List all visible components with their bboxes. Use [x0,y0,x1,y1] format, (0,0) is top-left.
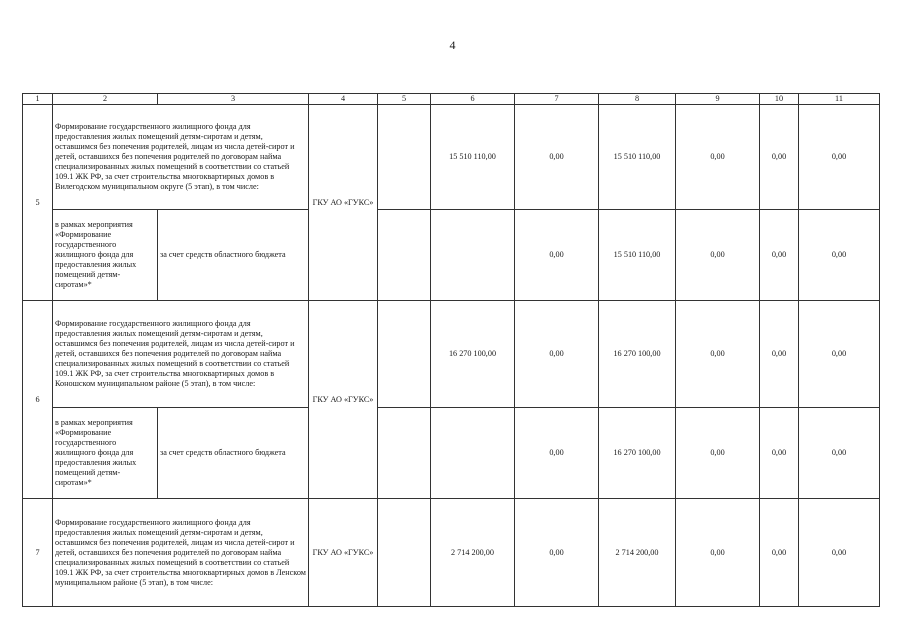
value-cell: 16 270 100,00 [431,301,515,408]
value-cell: 0,00 [515,499,599,607]
budget-table [22,93,880,607]
header-cell: 8 [599,94,676,105]
value-cell: 16 270 100,00 [599,301,676,408]
value-cell: 0,00 [515,210,599,301]
header-cell: 9 [676,94,760,105]
empty-cell [378,210,431,301]
value-cell: 0,00 [676,210,760,301]
table-subrow [23,408,880,499]
header-cell: 11 [799,94,880,105]
header-cell: 7 [515,94,599,105]
responsible-cell: ГКУ АО «ГУКС» [309,105,378,301]
row-description: Формирование государственного жилищного фонда для предоставления жилых помещений детям-сиротам и детям, оставшимся без попечения родителей, лицам из числа детей-сирот и детей, оставшихся без попечения родителей по договорам найма специализированных жилых помещений в соответствии со статьей 109.1 ЖК РФ, за счет строительства многоквартирных домов в Вилегодском муниципальном округе (5 этап), в том числе: [53,105,309,210]
table-row [23,301,880,408]
value-cell: 0,00 [676,499,760,607]
table-row [23,105,880,210]
funding-source-cell: за счет средств областного бюджета [158,210,309,301]
value-cell: 0,00 [515,301,599,408]
row-number: 5 [23,105,53,301]
value-cell: 2 714 200,00 [599,499,676,607]
funding-source-cell: за счет средств областного бюджета [158,408,309,499]
empty-cell [378,408,431,499]
row-description: Формирование государственного жилищного фонда для предоставления жилых помещений детям-сиротам и детям, оставшимся без попечения родителей, лицам из числа детей-сирот и детей, оставшихся без попечения родителей по договорам найма специализированных жилых помещений в соответствии со статьей 109.1 ЖК РФ, за счет строительства многоквартирных домов в Коношском муниципальном районе (5 этап), в том числе: [53,301,309,408]
value-cell: 0,00 [676,105,760,210]
value-cell: 0,00 [799,105,880,210]
header-cell: 2 [53,94,158,105]
row-number: 7 [23,499,53,607]
empty-cell [378,105,431,210]
responsible-cell: ГКУ АО «ГУКС» [309,301,378,499]
table-subrow [23,210,880,301]
value-cell: 0,00 [676,301,760,408]
value-cell: 16 270 100,00 [599,408,676,499]
header-cell: 10 [760,94,799,105]
header-cell: 6 [431,94,515,105]
value-cell: 0,00 [799,408,880,499]
table-row [23,499,880,607]
header-cell: 4 [309,94,378,105]
value-cell: 15 510 110,00 [599,210,676,301]
value-cell: 0,00 [760,210,799,301]
value-cell: 0,00 [760,105,799,210]
value-cell: 0,00 [515,408,599,499]
value-cell: 0,00 [799,301,880,408]
activity-cell: в рамках мероприятия «Формирование государственного жилищного фонда для предоставления жилых помещений детям-сиротам»* [53,408,158,499]
value-cell: 0,00 [760,408,799,499]
empty-cell [378,301,431,408]
header-cell: 5 [378,94,431,105]
row-number: 6 [23,301,53,499]
empty-cell [431,408,515,499]
value-cell: 0,00 [676,408,760,499]
activity-cell: в рамках мероприятия «Формирование государственного жилищного фонда для предоставления жилых помещений детям-сиротам»* [53,210,158,301]
value-cell: 0,00 [799,499,880,607]
empty-cell [378,499,431,607]
header-cell: 1 [23,94,53,105]
page-number: 4 [449,38,456,52]
row-description: Формирование государственного жилищного фонда для предоставления жилых помещений детям-сиротам и детям, оставшимся без попечения родителей, лицам из числа детей-сирот и детей, оставшихся без попечения родителей по договорам найма специализированных жилых помещений в соответствии со статьей 109.1 ЖК РФ, за счет строительства многоквартирных домов в Ленском муниципальном районе (5 этап), в том числе: [53,499,309,607]
value-cell: 15 510 110,00 [431,105,515,210]
value-cell: 0,00 [760,301,799,408]
value-cell: 0,00 [515,105,599,210]
value-cell: 0,00 [799,210,880,301]
header-cell: 3 [158,94,309,105]
header-row [23,94,880,105]
value-cell: 15 510 110,00 [599,105,676,210]
responsible-cell: ГКУ АО «ГУКС» [309,499,378,607]
value-cell: 0,00 [760,499,799,607]
empty-cell [431,210,515,301]
value-cell: 2 714 200,00 [431,499,515,607]
